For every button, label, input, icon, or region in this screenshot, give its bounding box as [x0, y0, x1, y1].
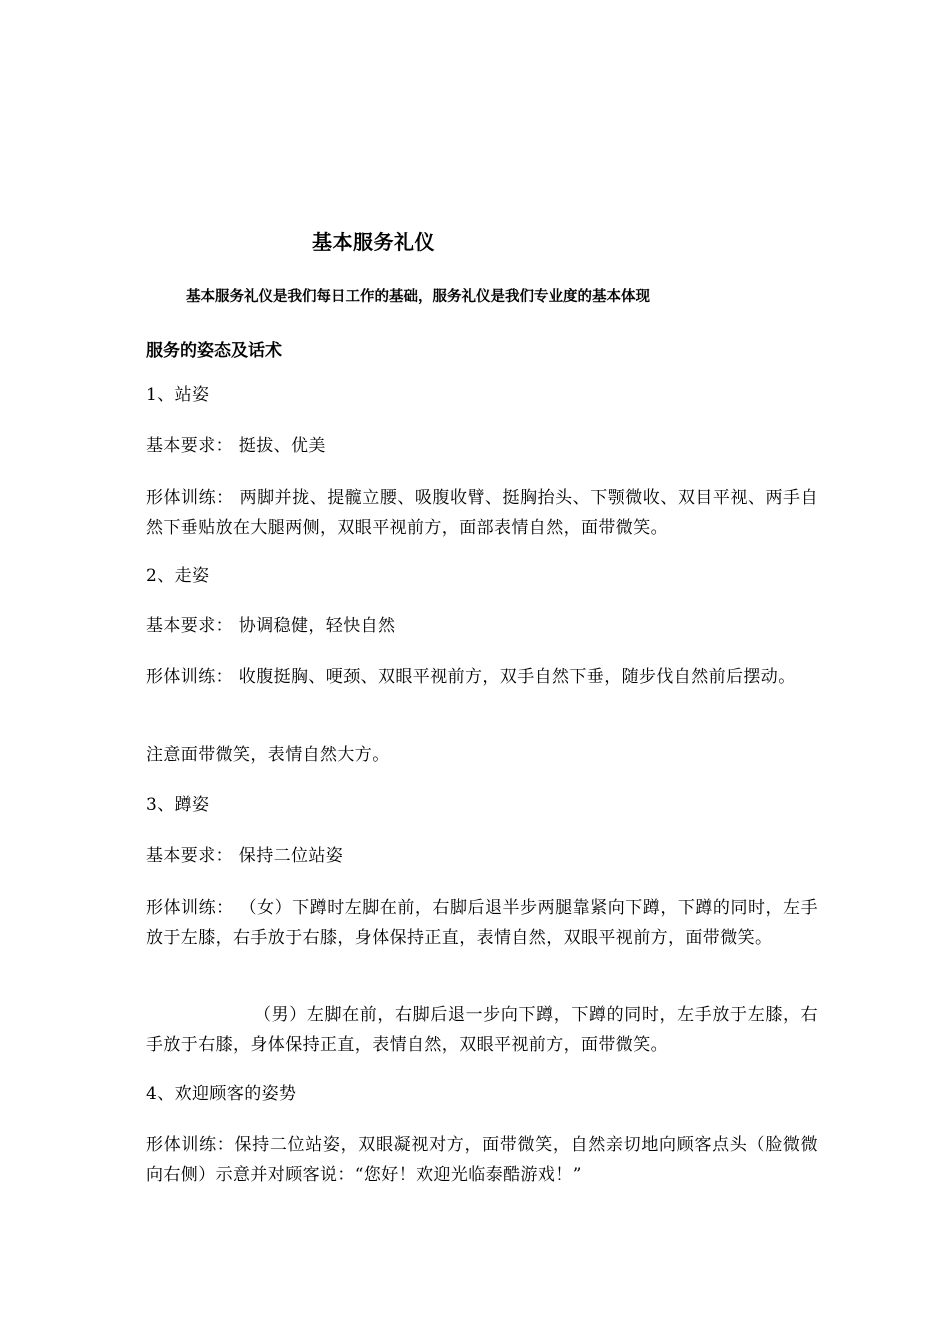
item-heading-standing: 1、站姿	[146, 385, 210, 405]
item-heading-squatting: 3、蹲姿	[146, 795, 210, 815]
item-heading-walking: 2、走姿	[146, 566, 210, 586]
requirement-squatting: 基本要求： 保持二位站姿	[146, 846, 344, 866]
training-walking: 形体训练： 收腹挺胸、哽颈、双眼平视前方，双手自然下垂，随步伐自然前后摆动。	[146, 667, 796, 687]
document-title: 基本服务礼仪	[312, 230, 435, 254]
note-walking: 注意面带微笑，表情自然大方。	[146, 745, 390, 765]
requirement-standing: 基本要求： 挺拔、优美	[146, 436, 326, 456]
requirement-walking: 基本要求： 协调稳健，轻快自然	[146, 616, 396, 636]
lead-paragraph: 基本服务礼仪是我们每日工作的基础，服务礼仪是我们专业度的基本体现	[186, 288, 650, 305]
item-heading-welcome: 4、欢迎顾客的姿势	[146, 1084, 297, 1104]
training-standing: 形体训练： 两脚并拢、提髋立腰、吸腹收臂、挺胸抬头、下颚微收、双目平视、两手自然下垂贴放在大腿两侧，双眼平视前方，面部表情自然，面带微笑。	[146, 488, 818, 538]
section-heading: 服务的姿态及话术	[146, 341, 282, 361]
training-welcome: 形体训练：保持二位站姿，双眼凝视对方，面带微笑，自然亲切地向顾客点头（脸微微向右侧）示意并对顾客说：“您好！欢迎光临泰酷游戏！”	[146, 1135, 818, 1185]
training-squatting-female: 形体训练： （女）下蹲时左脚在前，右脚后退半步两腿靠紧向下蹲，下蹲的同时，左手放于左膝，右手放于右膝，身体保持正直，表情自然，双眼平视前方，面带微笑。	[146, 898, 818, 948]
training-squatting-male: （男）左脚在前，右脚后退一步向下蹲，下蹲的同时，左手放于左膝，右手放于右膝，身体保持正直，表情自然，双眼平视前方，面带微笑。	[146, 1005, 818, 1055]
